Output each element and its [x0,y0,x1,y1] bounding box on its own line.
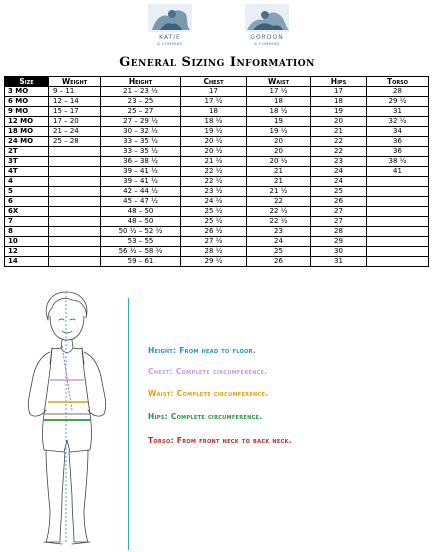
table-cell-torso: 28 [367,87,429,97]
table-cell-hips: 19 [311,107,367,117]
table-cell-torso [367,237,429,247]
table-cell-hips: 27 [311,207,367,217]
table-cell-waist: 20 [247,147,311,157]
table-cell-torso [367,207,429,217]
legend-torso: Torso: From front neck to back neck. [148,436,292,445]
table-cell-hips: 29 [311,237,367,247]
table-cell-height: 48 – 50 [101,207,181,217]
katie-logo-sub: & COMPANY [157,42,183,46]
table-cell-torso [367,217,429,227]
table-cell-hips: 24 [311,167,367,177]
table-cell-waist: 23 [247,227,311,237]
table-row [5,207,429,217]
table-cell-size: 7 [5,217,49,227]
table-cell-chest: 18 [181,107,247,117]
table-cell-hips: 27 [311,217,367,227]
table-row [5,107,429,117]
katie-company-logo [146,4,194,48]
table-cell-size: 24 MO [5,137,49,147]
table-row [5,257,429,267]
table-cell-height: 42 – 44 ½ [101,187,181,197]
table-cell-height: 23 – 25 [101,97,181,107]
table-row [5,157,429,167]
table-cell-waist: 21 [247,177,311,187]
table-cell-size: 18 MO [5,127,49,137]
table-cell-chest: 17 [181,87,247,97]
table-cell-size: 12 [5,247,49,257]
column-header-height: Height [101,77,181,87]
legend-hips: Hips: Complete circumference. [148,412,263,421]
table-cell-chest: 17 ½ [181,97,247,107]
table-cell-waist: 25 [247,247,311,257]
child-silhouette-illustration [8,290,126,548]
table-cell-waist: 20 ½ [247,157,311,167]
gordon-logo-sub: & COMPANY [254,42,280,46]
table-cell-weight [49,147,101,157]
gordon-logo-name: GORDON [250,34,284,41]
table-cell-height: 53 – 55 [101,237,181,247]
table-cell-chest: 25 ½ [181,217,247,227]
table-cell-chest: 28 ½ [181,247,247,257]
table-cell-waist: 18 ½ [247,107,311,117]
table-cell-waist: 19 ½ [247,127,311,137]
table-cell-height: 45 – 47 ½ [101,197,181,207]
table-row [5,117,429,127]
table-cell-size: 3T [5,157,49,167]
table-cell-waist: 22 ½ [247,217,311,227]
page-title: General Sizing Information [119,55,315,70]
table-cell-torso: 36 [367,137,429,147]
table-cell-size: 3 MO [5,87,49,97]
column-header-hips: Hips [311,77,367,87]
table-cell-chest: 22 ½ [181,177,247,187]
table-cell-chest: 23 ½ [181,187,247,197]
table-row [5,227,429,237]
table-cell-size: 8 [5,227,49,237]
divider-line [128,298,129,550]
table-cell-hips: 25 [311,187,367,197]
table-cell-waist: 18 [247,97,311,107]
table-cell-size: 6 MO [5,97,49,107]
table-cell-waist: 21 ½ [247,187,311,197]
table-cell-height: 48 – 50 [101,217,181,227]
table-cell-chest: 24 ½ [181,197,247,207]
table-cell-size: 2T [5,147,49,157]
table-cell-torso [367,177,429,187]
table-cell-height: 50 ½ – 52 ½ [101,227,181,237]
child-measurement-figure [8,290,126,548]
table-row [5,127,429,137]
table-cell-chest: 26 ½ [181,227,247,237]
table-cell-weight: 9 – 11 [49,87,101,97]
gordon-company-logo [243,4,291,48]
table-cell-size: 14 [5,257,49,267]
table-cell-hips: 26 [311,197,367,207]
column-header-waist: Waist [247,77,311,87]
table-cell-height: 59 – 61 [101,257,181,267]
table-cell-size: 9 MO [5,107,49,117]
table-cell-torso: 31 [367,107,429,117]
table-cell-weight [49,217,101,227]
table-cell-weight [49,157,101,167]
table-cell-height: 21 – 23 ½ [101,87,181,97]
table-cell-weight [49,167,101,177]
table-cell-torso [367,257,429,267]
table-cell-torso: 29 ½ [367,97,429,107]
table-header-row [5,77,429,87]
table-cell-hips: 23 [311,157,367,167]
table-cell-hips: 18 [311,97,367,107]
table-cell-height: 33 – 35 ½ [101,137,181,147]
table-cell-chest: 19 ½ [181,127,247,137]
table-cell-hips: 21 [311,127,367,137]
table-row [5,87,429,97]
table-cell-weight [49,237,101,247]
table-cell-waist: 20 [247,137,311,147]
table-cell-torso [367,187,429,197]
table-cell-waist: 21 [247,167,311,177]
table-cell-chest: 20 ½ [181,137,247,147]
table-cell-torso [367,227,429,237]
table-row [5,197,429,207]
table-cell-chest: 25 ½ [181,207,247,217]
table-cell-hips: 24 [311,177,367,187]
katie-logo-illustration [146,4,194,34]
gordon-logo-illustration [243,4,291,34]
table-row [5,167,429,177]
table-row [5,187,429,197]
table-cell-weight: 15 – 17 [49,107,101,117]
table-cell-chest: 21 ½ [181,157,247,167]
table-cell-weight [49,207,101,217]
legend-chest: Chest: Complete circumference. [148,367,268,376]
table-cell-height: 30 – 32 ½ [101,127,181,137]
column-header-torso: Torso [367,77,429,87]
table-cell-chest: 29 ½ [181,257,247,267]
table-cell-height: 36 – 38 ½ [101,157,181,167]
table-cell-hips: 30 [311,247,367,257]
table-cell-torso: 38 ½ [367,157,429,167]
column-header-size: Size [5,77,49,87]
table-cell-hips: 22 [311,147,367,157]
table-cell-size: 4T [5,167,49,177]
table-cell-waist: 26 [247,257,311,267]
table-cell-waist: 24 [247,237,311,247]
table-cell-height: 39 – 41 ½ [101,167,181,177]
table-cell-hips: 17 [311,87,367,97]
table-cell-torso [367,197,429,207]
table-cell-weight: 21 – 24 [49,127,101,137]
table-cell-height: 27 – 29 ½ [101,117,181,127]
table-row [5,147,429,157]
table-cell-size: 6X [5,207,49,217]
table-cell-chest: 20 ½ [181,147,247,157]
table-cell-weight: 12 – 14 [49,97,101,107]
table-cell-torso: 34 [367,127,429,137]
table-row [5,237,429,247]
table-cell-weight [49,227,101,237]
table-cell-weight: 25 – 28 [49,137,101,147]
table-cell-waist: 22 [247,197,311,207]
table-cell-height: 56 ½ – 58 ½ [101,247,181,257]
table-cell-size: 5 [5,187,49,197]
table-row [5,217,429,227]
table-body [5,87,429,267]
table-row [5,97,429,107]
table-cell-waist: 22 ½ [247,207,311,217]
table-cell-weight [49,187,101,197]
column-header-weight: Weight [49,77,101,87]
table-cell-chest: 27 ½ [181,237,247,247]
table-cell-weight [49,177,101,187]
table-cell-torso [367,247,429,257]
table-cell-hips: 20 [311,117,367,127]
sizing-table [4,76,429,267]
brand-logos [0,4,434,50]
table-row [5,137,429,147]
table-cell-hips: 22 [311,137,367,147]
table-cell-hips: 31 [311,257,367,267]
table-cell-height: 33 – 35 ½ [101,147,181,157]
table-cell-weight [49,257,101,267]
table-cell-torso: 32 ½ [367,117,429,127]
table-cell-chest: 22 ½ [181,167,247,177]
table-cell-torso: 36 [367,147,429,157]
table-cell-waist: 17 ½ [247,87,311,97]
column-header-chest: Chest [181,77,247,87]
table-cell-waist: 19 [247,117,311,127]
table-cell-weight [49,247,101,257]
table-cell-torso: 41 [367,167,429,177]
table-row [5,177,429,187]
table-cell-hips: 28 [311,227,367,237]
table-cell-weight [49,197,101,207]
table-cell-size: 4 [5,177,49,187]
legend-waist: Waist: Complete circumference. [148,389,269,398]
table-row [5,247,429,257]
table-cell-weight: 17 – 20 [49,117,101,127]
table-cell-size: 10 [5,237,49,247]
table-cell-chest: 18 ½ [181,117,247,127]
table-cell-size: 6 [5,197,49,207]
legend-height: Height: From head to floor. [148,346,256,355]
table-cell-size: 12 MO [5,117,49,127]
table-cell-height: 25 – 27 [101,107,181,117]
katie-logo-name: KATIE [159,34,181,41]
table-cell-height: 39 – 41 ½ [101,177,181,187]
